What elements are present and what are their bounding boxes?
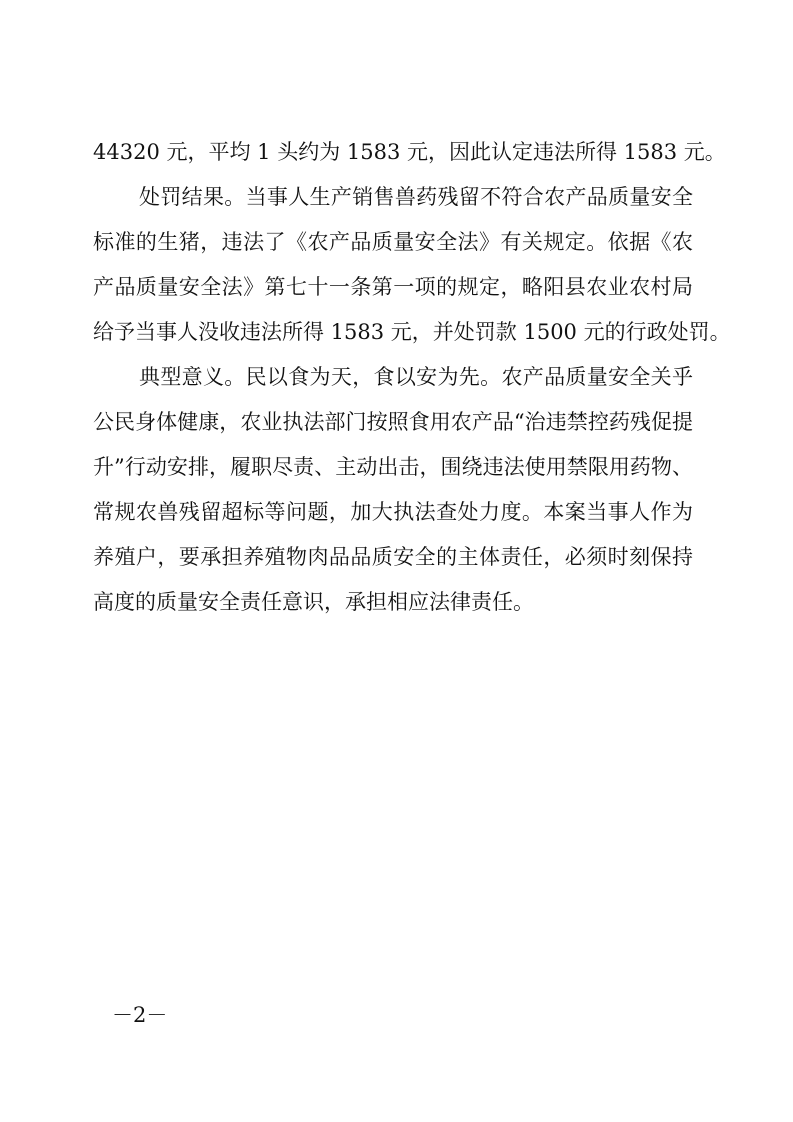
paragraph-line-5: 给予当事人没收违法所得 1583 元，并处罚款 1500 元的行政处罚。 (93, 320, 731, 344)
paragraph-line-11: 高度的质量安全责任意识，承担相应法律责任。 (93, 590, 534, 614)
paragraph-line-10: 养殖户，要承担养殖物肉品品质安全的主体责任，必须时刻保持 (93, 545, 693, 569)
paragraph-line-2: 处罚结果。当事人生产销售兽药残留不符合农产品质量安全 (139, 185, 693, 209)
paragraph-line-4: 产品质量安全法》第七十一条第一项的规定，略阳县农业农村局 (93, 275, 693, 299)
paragraph-line-9: 常规农兽残留超标等问题，加大执法查处力度。本案当事人作为 (93, 500, 693, 524)
paragraph-line-3: 标准的生猪，违法了《农产品质量安全法》有关规定。依据《农 (93, 230, 693, 254)
paragraph-line-7: 公民身体健康，农业执法部门按照食用农产品“治违禁控药残促提 (93, 410, 693, 434)
page-number: －2－ (112, 1003, 168, 1027)
paragraph-line-6: 典型意义。民以食为天，食以安为先。农产品质量安全关乎 (139, 365, 693, 389)
paragraph-line-8: 升”行动安排，履职尽责、主动出击，围绕违法使用禁限用药物、 (93, 455, 693, 479)
paragraph-line-1: 44320 元，平均 1 头约为 1583 元，因此认定违法所得 1583 元。 (93, 140, 726, 164)
